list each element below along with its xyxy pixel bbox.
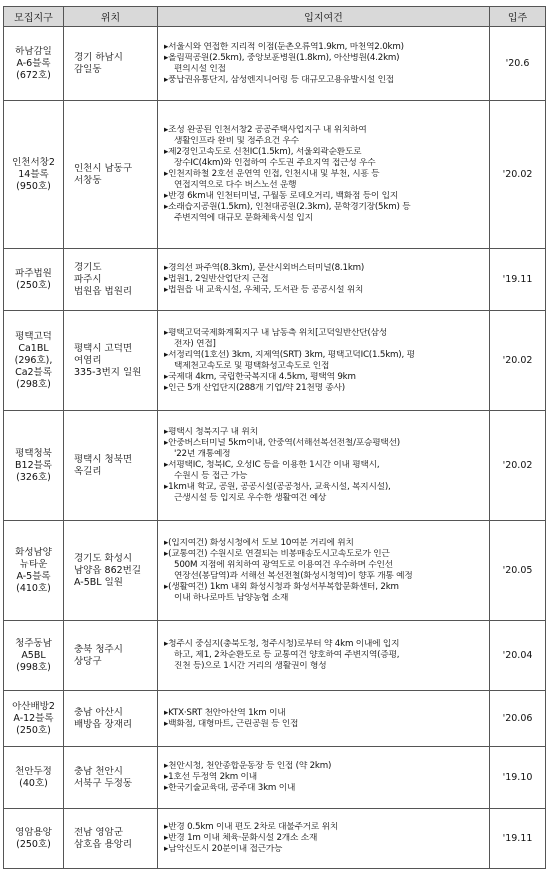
conditions-cell [158,691,490,747]
district-cell [4,411,64,521]
location-line: 평택시 청북면 [74,453,133,465]
condition-line: 연접지역으로 다수 버스노선 운행 [174,180,297,190]
district-line: 하남감일 [15,45,52,57]
condition-line: ▸1호선 두정역 2km 이내 [164,772,257,782]
condition-line: ▸반경 6km내 인천터미널, 구월동 로데오거리, 백화점 등이 입지 [164,191,399,201]
district-line: (40호) [19,777,48,789]
location-line: 배방읍 장재리 [74,718,133,730]
conditions-cell [158,27,490,101]
district-line: 파주법원 [15,267,52,279]
district-line: (950호) [16,180,51,192]
table-body [4,27,546,869]
condition-line: ▸소래습지공원(1.5km), 인천대공원(2.3km), 문학경기장(5km) 등 [164,202,411,212]
move-in-date-cell: '20.06 [490,691,546,747]
location-line: 남양읍 862번길 [74,564,142,576]
location-line: 옥길리 [74,465,102,477]
condition-line: ▸반경 1m 이내 체육·문화시설 2개소 소재 [164,833,318,843]
housing-site-table [3,6,546,869]
location-line: 삼호읍 용앙리 [74,838,133,850]
location-cell [64,747,158,809]
district-cell [4,311,64,411]
location-line: 충남 천안시 [74,765,123,777]
location-cell [64,691,158,747]
location-line: 서북구 두정동 [74,777,133,789]
move-in-date-cell: '19.11 [490,809,546,869]
condition-line: ▸법원1, 2일반산업단지 근접 [164,274,269,284]
condition-line: ▸(생활여건) 1km 내외 화성시청과 화성서부복합문화센터, 2km [164,581,399,592]
district-line: 14블록 [18,168,49,180]
condition-line: 500M 지점에 위치하여 광역도로 이용여건 우수하며 수인선 [174,559,393,570]
housing-table-container [3,6,545,869]
location-cell [64,311,158,411]
condition-line: 편의시설 인접 [174,63,226,74]
location-line: 상당구 [74,655,102,667]
district-line: Ca2블록 [15,366,52,378]
table-row [4,747,546,809]
condition-line: 장수IC(4km)와 인접하여 수도권 주요지역 접근성 우수 [174,158,376,168]
table-row [4,101,546,249]
move-in-date-cell: '20.04 [490,621,546,691]
location-line: 경기도 화성시 [74,552,133,564]
location-line: 감일동 [74,63,102,75]
district-line: A5BL [21,649,46,661]
district-cell [4,101,64,249]
condition-line: 수원시 등 접근 가능 [174,471,248,481]
table-row [4,311,546,411]
condition-line: ▸안중버스터미널 5km이내, 안중역(서해선복선전철/포승평택선) [164,438,400,448]
district-line: (250호) [16,724,51,736]
condition-line: 근생시설 등 입지로 우수한 생활여건 예상 [174,493,327,503]
district-line: A-6블록 [16,57,51,69]
header-move-in: 입주 [490,7,546,27]
table-row [4,411,546,521]
condition-line: 연장선(봉담역)과 서해선 복선전철(화성시청역)이 향후 개통 예정 [174,570,413,581]
location-line: 335-3번지 일원 [74,366,142,378]
header-location: 위치 [64,7,158,27]
move-in-date-cell: '20.6 [490,27,546,101]
condition-line: ▸KTX·SRT 천안아산역 1km 이내 [164,707,286,718]
condition-line: ▸(입지여건) 화성시청에서 도보 10여분 거리에 위치 [164,537,354,548]
condition-line: ▸남악신도시 20분이내 접근가능 [164,844,283,854]
header-conditions: 입지여건 [158,7,490,27]
district-line: 평택청북 [15,447,52,459]
move-in-date-cell: '19.11 [490,249,546,311]
conditions-cell [158,411,490,521]
location-cell [64,521,158,621]
district-line: A-5블록 [16,570,51,582]
condition-line: ▸국제대 4km, 국립한국복지대 4.5km, 평택역 9km [164,371,356,382]
conditions-cell [158,621,490,691]
conditions-cell [158,521,490,621]
conditions-cell [158,809,490,869]
condition-line: 전자) 연접] [174,338,216,349]
move-in-date-cell: '20.02 [490,411,546,521]
table-row [4,27,546,101]
table-header-row [4,7,546,27]
condition-line: ▸인근 5개 산업단지(288개 기업/약 21천명 종사) [164,382,345,393]
district-line: 화성남양 [15,546,52,558]
condition-line: 주변지역에 대규모 문화체육시설 입지 [174,213,313,223]
district-line: (250호) [16,279,51,291]
table-row [4,691,546,747]
location-cell [64,411,158,521]
location-cell [64,809,158,869]
condition-line: ▸평택시 청북지구 내 위치 [164,427,258,437]
condition-line: ▸제2경인고속도로 신천IC(1.5km), 서울외곽순환도로 [164,147,362,157]
location-cell [64,621,158,691]
condition-line: ▸서평택IC, 청북IC, 오성IC 등을 이용한 1시간 이내 평택시, [164,460,380,470]
move-in-date-cell: '19.10 [490,747,546,809]
district-line: 청주동남 [15,637,52,649]
district-cell [4,809,64,869]
district-line: Ca1BL [18,342,49,354]
header-district: 모집지구 [4,7,64,27]
location-cell [64,249,158,311]
district-line: 평택고덕 [15,330,52,342]
conditions-cell [158,101,490,249]
condition-line: ▸서정리역(1호선) 3km, 지제역(SRT) 3km, 평택고덕IC(1.5km), 평 [164,349,415,360]
table-row [4,521,546,621]
condition-line: 택제천고속도로 및 평택화성고속도로 인접 [174,360,330,371]
condition-line: ▸법원읍 내 교육시설, 우체국, 도서관 등 공공시설 위치 [164,285,364,295]
condition-line: 생활인프라 완비 및 정주요건 우수 [174,136,299,146]
district-cell [4,747,64,809]
move-in-date-cell: '20.02 [490,311,546,411]
condition-line: 이내 하나로마트 남양농협 소재 [174,592,289,603]
district-cell [4,691,64,747]
district-line: 뉴타운 [19,558,48,570]
condition-line: ▸한국기술교육대, 공주대 3km 이내 [164,783,296,793]
location-cell [64,101,158,249]
condition-line: ▸평택고덕국제화계획지구 내 남동측 위치[고덕일반산단(삼성 [164,327,388,338]
conditions-cell [158,311,490,411]
district-line: 영암용앙 [15,826,52,838]
condition-line: ▸천안시청, 천안종합운동장 등 인접 (약 2km) [164,761,332,771]
location-line: 여염리 [74,354,102,366]
location-line: 인천시 남동구 [74,162,133,174]
conditions-cell [158,747,490,809]
table-row [4,809,546,869]
condition-line: ▸풍납권유통단지, 삼성엔지니어링 등 대규모고용유발시설 인접 [164,74,394,85]
condition-line: ▸1km내 학교, 공원, 공공시설(공공청사, 교육시설, 복지시설), [164,482,391,492]
district-line: (672호) [16,69,51,81]
location-line: 법원읍 법원리 [74,285,133,297]
district-line: (410호) [16,582,51,594]
district-cell [4,27,64,101]
location-line: 평택시 고덕면 [74,342,133,354]
condition-line: 하고, 제1, 2차순환도로 등 교통여건 양호하여 주변지역(증평, [174,650,400,660]
district-line: 아산배방2 [12,700,55,712]
district-line: (298호) [16,378,51,390]
district-cell [4,249,64,311]
location-line: 경기도 [74,261,102,273]
condition-line: ▸백화점, 대형마트, 근린공원 등 인접 [164,718,299,729]
district-line: (296호), [14,354,53,366]
district-line: (326호) [16,471,51,483]
condition-line: ▸반경 0.5km 이내 편도 2차로 대불주거로 위치 [164,822,339,832]
move-in-date-cell: '20.05 [490,521,546,621]
condition-line: ▸올림픽공원(2.5km), 중앙보훈병원(1.8km), 아산병원(4.2km) [164,52,400,63]
condition-line: ▸서울시와 연접한 지리적 이점(둔촌오류역1.9km, 마천역2.0km) [164,41,404,52]
condition-line: ▸경의선 파주역(8.3km), 문산시외버스터미널(8.1km) [164,263,365,273]
location-line: 서창동 [74,174,102,186]
condition-line: ▸청주시 중심지(충북도청, 청주시청)로부터 약 4km 이내에 입지 [164,639,400,649]
district-line: (998호) [16,661,51,673]
condition-line: ▸인천지하철 2호선 운연역 인접, 인천시내 및 부천, 시흥 등 [164,169,380,179]
district-line: 인천서창2 [12,156,55,168]
move-in-date-cell: '20.02 [490,101,546,249]
district-cell [4,621,64,691]
location-line: 경기 하남시 [74,51,123,63]
condition-line: '22년 개통예정 [174,449,231,459]
location-line: 파주시 [74,273,102,285]
table-row [4,621,546,691]
condition-line: ▸조성 완공된 인천서창2 공공주택사업지구 내 위치하여 [164,125,367,135]
district-line: B12블록 [15,459,52,471]
condition-line: 진천 등)으로 1시간 거리의 생활권이 형성 [174,661,327,671]
district-line: 천안두정 [15,765,52,777]
location-line: 충남 아산시 [74,706,123,718]
district-line: A-12블록 [13,712,54,724]
district-line: (250호) [16,838,51,850]
location-cell [64,27,158,101]
conditions-cell [158,249,490,311]
location-line: 전남 영암군 [74,826,123,838]
location-line: 충북 청주시 [74,643,123,655]
district-cell [4,521,64,621]
condition-line: ▸(교통여건) 수원시로 연결되는 비봉매송도시고속도로가 인근 [164,548,390,559]
location-line: A-5BL 일원 [74,576,123,588]
table-row [4,249,546,311]
